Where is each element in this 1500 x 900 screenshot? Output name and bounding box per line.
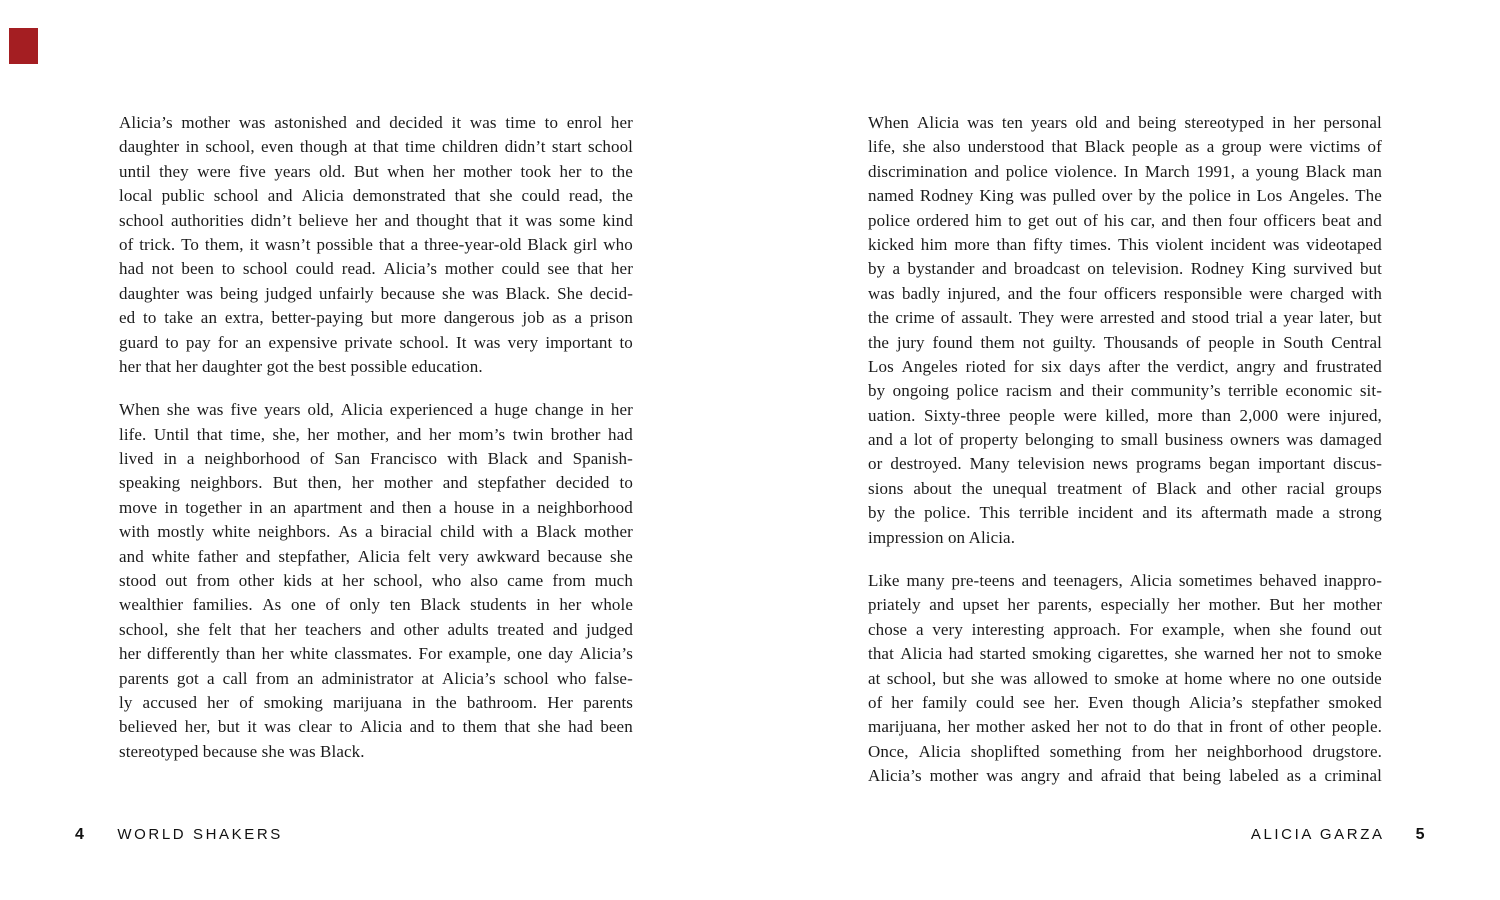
text-line: life, she also understood that Black people as a group were victims of xyxy=(868,137,1382,157)
text-line: the crime of assault. They were arrested and stood trial a year later, but xyxy=(868,308,1382,328)
text-line: had not been to school could read. Alicia’s mother could see that her xyxy=(119,259,633,279)
text-line: marijuana, her mother asked her not to do that in front of other people. xyxy=(868,717,1382,737)
paragraph xyxy=(868,111,1382,550)
text-line: was badly injured, and the four officers responsible were charged with xyxy=(868,283,1382,303)
text-line: When Alicia was ten years old and being stereotyped in her personal xyxy=(868,113,1382,132)
page-right-text xyxy=(868,111,1382,789)
text-line: daughter was being judged unfairly because she was Black. She decid- xyxy=(119,283,633,303)
text-line: at school, but she was allowed to smoke at home where no one outside xyxy=(868,668,1382,688)
text-line: Alicia’s mother was angry and afraid that being labeled as a criminal xyxy=(868,766,1382,786)
text-line: impression on Alicia. xyxy=(868,527,1016,547)
text-line: and white father and stepfather, Alicia felt very awkward because she xyxy=(119,546,633,566)
text-line: speaking neighbors. But then, her mother and stepfather decided to xyxy=(119,473,633,493)
text-line: daughter in school, even though at that time children didn’t start school xyxy=(119,137,633,157)
text-line: police ordered him to get out of his car, and then four officers beat and xyxy=(868,210,1382,230)
text-line: wealthier families. As one of only ten Black students in her whole xyxy=(119,595,633,615)
text-line: by the police. This terrible incident and its aftermath made a strong xyxy=(868,503,1382,523)
text-line: that Alicia had started smoking cigarettes, she warned her not to smoke xyxy=(868,644,1382,664)
text-line: until they were five years old. But when her mother took her to the xyxy=(119,161,633,181)
text-line: stood out from other kids at her school, who also came from much xyxy=(119,571,633,591)
page-number-right: 5 xyxy=(1415,826,1425,843)
text-line: school, she felt that her teachers and other adults treated and judged xyxy=(119,619,633,639)
text-line: believed her, but it was clear to Alicia and to them that she had been xyxy=(119,717,633,737)
text-line: of trick. To them, it wasn’t possible that a three-year-old Black girl who xyxy=(119,234,633,254)
text-line: or destroyed. Many television news programs began important discus- xyxy=(868,454,1382,474)
text-line: Alicia’s mother was astonished and decided it was time to enrol her xyxy=(119,113,633,132)
text-line: stereotyped because she was Black. xyxy=(119,741,365,761)
text-line: her differently than her white classmates. For example, one day Alicia’s xyxy=(119,644,633,664)
text-line: the jury found them not guilty. Thousands of people in South Central xyxy=(868,332,1382,352)
paragraph xyxy=(119,111,633,379)
text-line: ly accused her of smoking marijuana in the bathroom. Her parents xyxy=(119,692,633,712)
text-line: Los Angeles rioted for six days after the verdict, angry and frustrated xyxy=(868,356,1382,376)
text-line: life. Until that time, she, her mother, and her mom’s twin brother had xyxy=(119,424,633,444)
text-line: school authorities didn’t believe her and thought that it was some kind xyxy=(119,210,633,230)
footer-right xyxy=(1251,826,1425,844)
text-line: with mostly white neighbors. As a biracial child with a Black mother xyxy=(119,522,633,542)
text-line: Once, Alicia shoplifted something from her neighborhood drugstore. xyxy=(868,741,1382,761)
paragraph xyxy=(119,398,633,764)
text-line: ed to take an extra, better-paying but more dangerous job as a prison xyxy=(119,308,633,328)
text-line: priately and upset her parents, especially her mother. But her mother xyxy=(868,595,1382,615)
text-line: uation. Sixty-three people were killed, more than 2,000 were injured, xyxy=(868,405,1382,425)
text-line: by a bystander and broadcast on television. Rodney King survived but xyxy=(868,259,1382,279)
text-line: When she was five years old, Alicia experienced a huge change in her xyxy=(119,400,633,420)
text-line: Like many pre-teens and teenagers, Alicia sometimes behaved inappro- xyxy=(868,571,1382,591)
text-line: her that her daughter got the best possible education. xyxy=(119,356,483,376)
text-line: lived in a neighborhood of San Francisco with Black and Spanish- xyxy=(119,449,633,469)
footer-left xyxy=(75,826,283,844)
text-line: parents got a call from an administrator at Alicia’s school who false- xyxy=(119,668,633,688)
page-left-text xyxy=(119,111,633,764)
text-line: local public school and Alicia demonstrated that she could read, the xyxy=(119,186,633,206)
text-line: sions about the unequal treatment of Black and other racial groups xyxy=(868,478,1382,498)
text-line: of her family could see her. Even though Alicia’s stepfather smoked xyxy=(868,692,1382,712)
text-line: chose a very interesting approach. For example, when she found out xyxy=(868,619,1382,639)
text-line: move in together in an apartment and then a house in a neighborhood xyxy=(119,497,633,517)
red-corner-marker xyxy=(9,28,38,64)
text-line: discrimination and police violence. In March 1991, a young Black man xyxy=(868,161,1382,181)
running-title-right: ALICIA GARZA xyxy=(1250,826,1385,843)
text-line: by ongoing police racism and their community’s terrible economic sit- xyxy=(868,381,1382,401)
text-line: and a lot of property belonging to small business owners was damaged xyxy=(868,430,1382,450)
text-line: guard to pay for an expensive private school. It was very important to xyxy=(119,332,633,352)
page-number-left: 4 xyxy=(75,826,85,843)
paragraph xyxy=(868,569,1382,789)
text-line: kicked him more than fifty times. This violent incident was videotaped xyxy=(868,234,1382,254)
text-line: named Rodney King was pulled over by the police in Los Angeles. The xyxy=(868,186,1382,206)
running-title-left: WORLD SHAKERS xyxy=(117,826,283,843)
